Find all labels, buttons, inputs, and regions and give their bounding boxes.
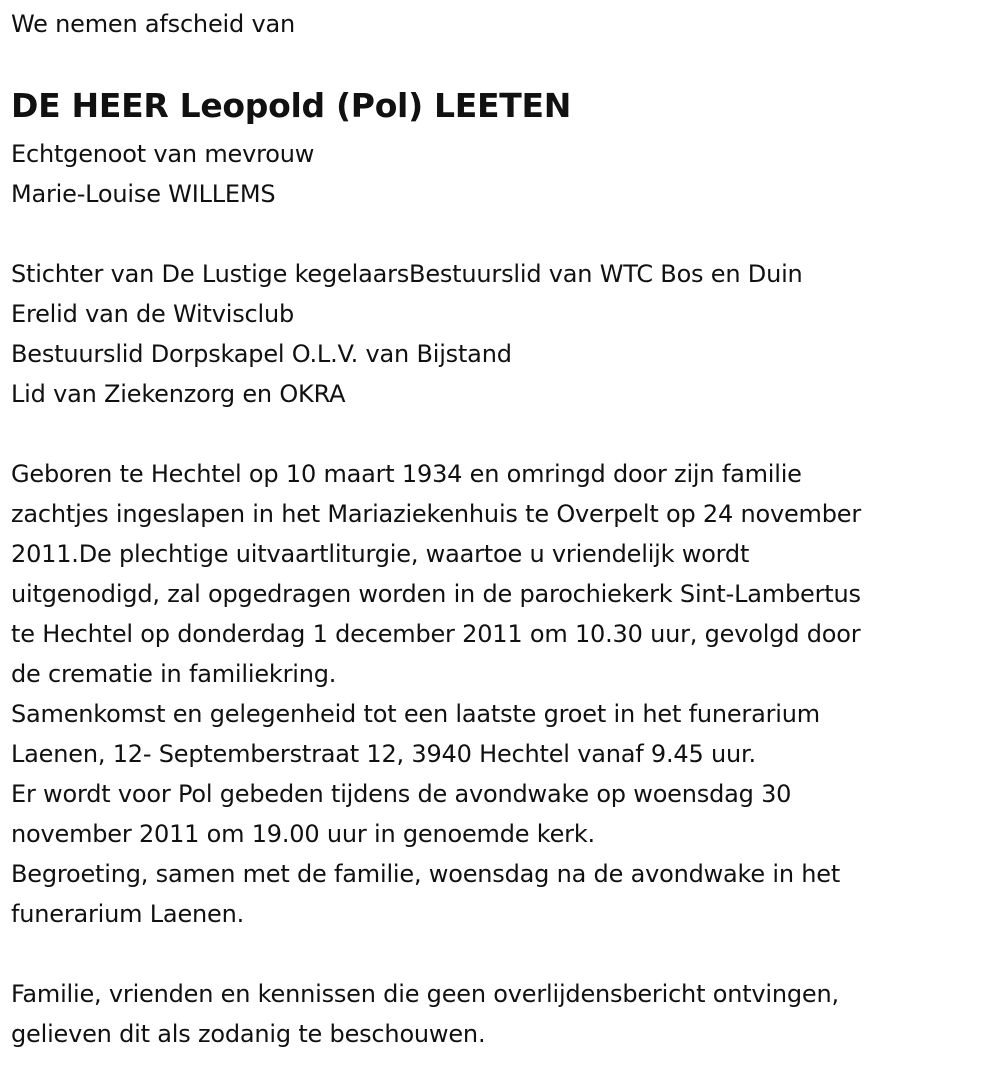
closing-line: gelieven dit als zodanig te beschouwen. (11, 1020, 486, 1048)
announcement-line: november 2011 om 19.00 uur in genoemde kerk. (11, 820, 595, 848)
closing-block (11, 974, 839, 1054)
announcement-line: Begroeting, samen met de familie, woensdag na de avondwake in het (11, 860, 841, 888)
role-line: Stichter van De Lustige kegelaarsBestuurslid van WTC Bos en Duin (11, 260, 803, 288)
spouse-block (11, 134, 314, 214)
announcement-line: Geboren te Hechtel op 10 maart 1934 en omringd door zijn familie (11, 460, 802, 488)
closing-line: Familie, vrienden en kennissen die geen overlijdensbericht ontvingen, (11, 980, 839, 1008)
intro-text: We nemen afscheid van (11, 10, 295, 38)
announcement-line: uitgenodigd, zal opgedragen worden in de parochiekerk Sint-Lambertus (11, 580, 861, 608)
announcement-line: funerarium Laenen. (11, 900, 245, 928)
deceased-name: DE HEER Leopold (Pol) LEETEN (11, 86, 572, 125)
announcement-line: te Hechtel op donderdag 1 december 2011 om 10.30 uur, gevolgd door (11, 620, 861, 648)
announcement-line: Laenen, 12- Septemberstraat 12, 3940 Hechtel vanaf 9.45 uur. (11, 740, 756, 768)
role-line: Erelid van de Witvisclub (11, 300, 295, 328)
roles-block (11, 254, 803, 414)
spouse-line: Marie-Louise WILLEMS (11, 180, 276, 208)
announcement-line: Er wordt voor Pol gebeden tijdens de avondwake op woensdag 30 (11, 780, 792, 808)
announcement-line: de crematie in familiekring. (11, 660, 337, 688)
role-line: Lid van Ziekenzorg en OKRA (11, 380, 346, 408)
announcement-line: Samenkomst en gelegenheid tot een laatste groet in het funerarium (11, 700, 820, 728)
role-line: Bestuurslid Dorpskapel O.L.V. van Bijstand (11, 340, 512, 368)
announcement-block (11, 454, 861, 934)
spouse-line: Echtgenoot van mevrouw (11, 140, 315, 168)
announcement-line: zachtjes ingeslapen in het Mariaziekenhuis te Overpelt op 24 november (11, 500, 862, 528)
announcement-line: 2011.De plechtige uitvaartliturgie, waartoe u vriendelijk wordt (11, 540, 750, 568)
